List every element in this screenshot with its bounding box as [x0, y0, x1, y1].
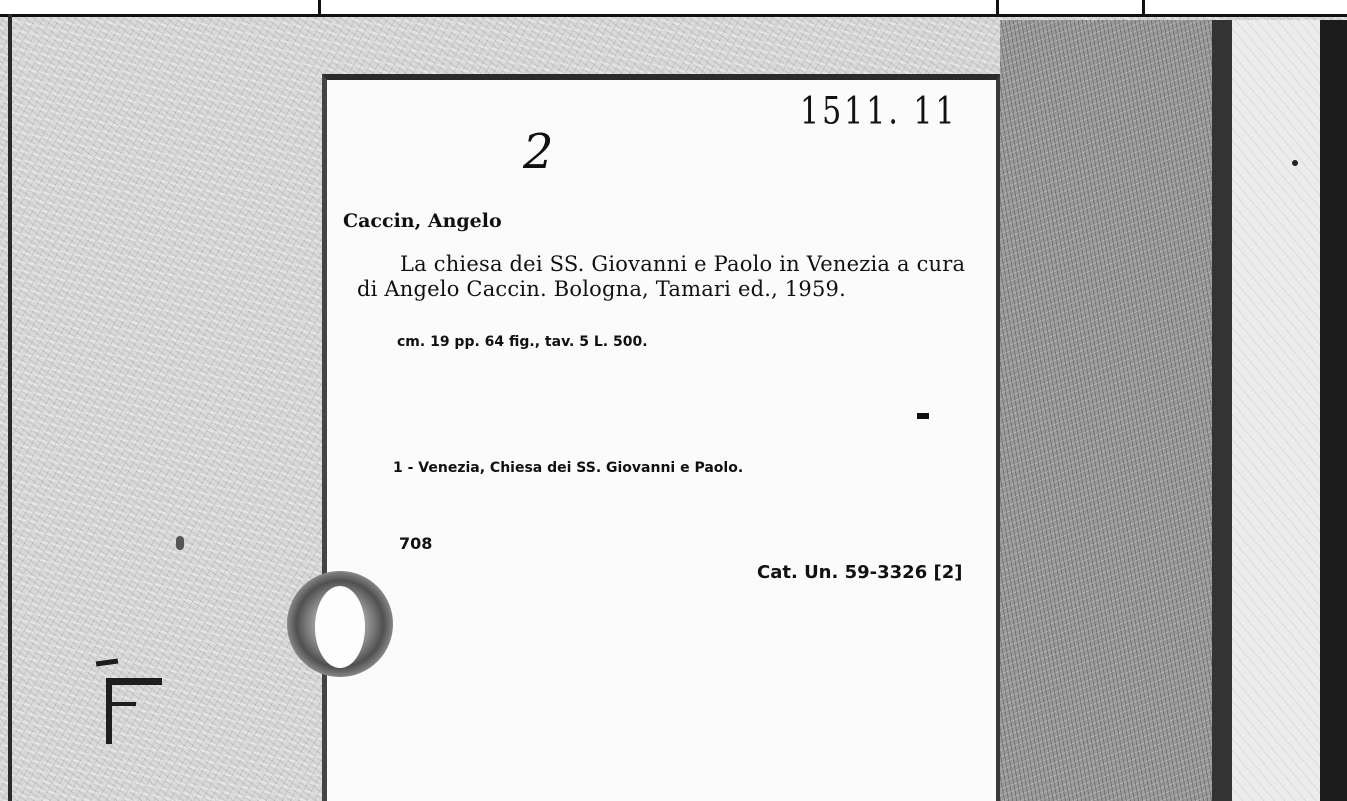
background-speck	[1292, 160, 1298, 166]
margin-scribble	[96, 658, 118, 666]
card-catalog-reference: Cat. Un. 59-3326 [2]	[757, 562, 963, 583]
card-classification-number: 708	[399, 534, 433, 553]
card-subject-heading: 1 - Venezia, Chiesa dei SS. Giovanni e Paolo.	[393, 460, 744, 476]
card-collation: cm. 19 pp. 64 fig., tav. 5 L. 500.	[397, 334, 648, 350]
margin-scribble	[106, 678, 162, 685]
handwritten-mark: 2	[523, 124, 554, 180]
card-title-line-2: di Angelo Caccin. Bologna, Tamari ed., 1959.	[357, 277, 846, 301]
far-right-edge	[1320, 20, 1347, 801]
top-divider-tick	[1142, 0, 1145, 16]
card-title-line-1: La chiesa dei SS. Giovanni e Paolo in Venezia a cura	[400, 252, 966, 276]
card-punch-hole-core	[315, 586, 365, 668]
right-band-edge	[1212, 20, 1232, 801]
margin-scribble	[106, 678, 112, 744]
dark-right-band	[1000, 20, 1232, 801]
library-catalog-card	[322, 74, 1000, 801]
left-frame-line	[8, 14, 12, 801]
margin-scribble	[110, 702, 136, 706]
top-divider-tick	[996, 0, 999, 16]
background-speck	[176, 536, 184, 550]
card-author: Caccin, Angelo	[343, 210, 502, 232]
top-divider-tick	[318, 0, 321, 16]
margin-tick-mark	[917, 413, 929, 419]
handwritten-shelf-number: 1511. 11	[800, 89, 958, 134]
